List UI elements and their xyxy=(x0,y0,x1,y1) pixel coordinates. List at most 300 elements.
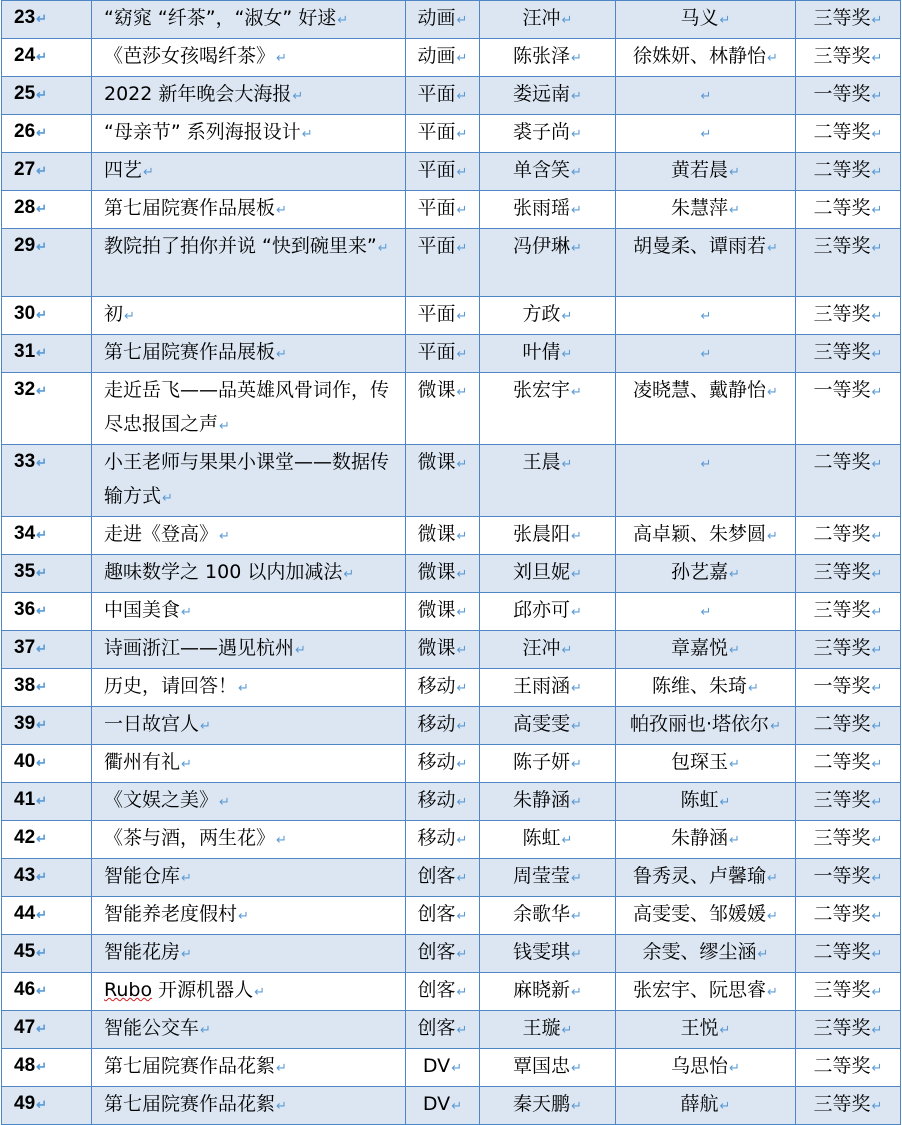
paragraph-mark-icon: ↵ xyxy=(571,203,582,218)
work-title xyxy=(92,1087,406,1125)
advisor-cell xyxy=(616,1087,796,1125)
row-number-text: 35 xyxy=(14,561,36,582)
award-cell-text: 三等奖 xyxy=(813,637,871,659)
work-title xyxy=(92,153,406,191)
paragraph-mark-icon: ↵ xyxy=(456,681,468,696)
advisor-cell-text: 高雯雯、邹媛媛 xyxy=(633,903,767,925)
category-cell-text: 平面 xyxy=(417,303,456,325)
work-title xyxy=(92,745,406,783)
award-cell xyxy=(796,1,901,39)
row-number xyxy=(2,39,92,77)
paragraph-mark-icon: ↵ xyxy=(36,455,48,470)
paragraph-mark-icon: ↵ xyxy=(561,13,573,28)
work-title xyxy=(92,297,406,335)
paragraph-mark-icon: ↵ xyxy=(719,1099,731,1114)
work-title-text: 智能公交车 xyxy=(104,1017,200,1039)
author-cell xyxy=(480,517,616,555)
work-title-text: 趣味数学之 100 以内加减法 xyxy=(104,561,343,583)
row-number xyxy=(2,373,92,445)
table-row xyxy=(2,669,901,707)
paragraph-mark-icon: ↵ xyxy=(36,345,48,360)
award-cell-text: 二等奖 xyxy=(813,197,871,219)
paragraph-mark-icon: ↵ xyxy=(571,165,582,180)
table-row xyxy=(2,517,901,555)
paragraph-mark-icon: ↵ xyxy=(456,165,468,180)
work-title-text: “母亲节” 系列海报设计 xyxy=(104,121,301,143)
paragraph-mark-icon: ↵ xyxy=(729,757,740,772)
advisor-cell-text: 王悦 xyxy=(680,1017,719,1039)
paragraph-mark-icon: ↵ xyxy=(456,757,468,772)
category-cell-text: 动画 xyxy=(417,7,456,29)
row-number-text: 49 xyxy=(14,1093,36,1114)
award-cell-text: 一等奖 xyxy=(813,83,871,105)
paragraph-mark-icon: ↵ xyxy=(456,719,468,734)
advisor-cell-text: 张宏宇、阮思睿 xyxy=(633,979,767,1001)
award-cell xyxy=(796,897,901,935)
advisor-cell xyxy=(616,1011,796,1049)
table-row xyxy=(2,859,901,897)
paragraph-mark-icon: ↵ xyxy=(871,165,883,180)
paragraph-mark-icon: ↵ xyxy=(871,757,883,772)
row-number xyxy=(2,821,92,859)
row-number xyxy=(2,297,92,335)
row-number-text: 48 xyxy=(14,1055,36,1076)
category-cell-text: 平面 xyxy=(417,197,456,219)
award-cell xyxy=(796,229,901,297)
row-number-text: 36 xyxy=(14,599,36,620)
paragraph-mark-icon: ↵ xyxy=(571,567,582,582)
paragraph-mark-icon: ↵ xyxy=(561,643,573,658)
paragraph-mark-icon: ↵ xyxy=(871,89,883,104)
category-cell xyxy=(406,555,480,593)
paragraph-mark-icon: ↵ xyxy=(767,529,778,544)
work-title xyxy=(92,1049,406,1087)
table-row xyxy=(2,153,901,191)
category-cell-text: 创客 xyxy=(417,941,456,963)
author-cell xyxy=(480,115,616,153)
work-title xyxy=(92,669,406,707)
row-number xyxy=(2,745,92,783)
paragraph-mark-icon: ↵ xyxy=(871,309,883,324)
paragraph-mark-icon: ↵ xyxy=(871,909,883,924)
advisor-cell-text: 徐姝妍、林静怡 xyxy=(633,45,767,67)
author-cell-text: 秦天鹏 xyxy=(513,1093,571,1115)
paragraph-mark-icon: ↵ xyxy=(36,983,48,998)
category-cell-text: 创客 xyxy=(417,979,456,1001)
author-cell-text: 方政 xyxy=(522,303,561,325)
author-cell xyxy=(480,593,616,631)
advisor-cell-text: 乌思怡 xyxy=(671,1055,729,1077)
award-cell xyxy=(796,555,901,593)
award-cell xyxy=(796,445,901,517)
advisor-cell xyxy=(616,1049,796,1087)
row-number-text: 29 xyxy=(14,235,36,256)
category-cell-text: DV xyxy=(422,1093,451,1115)
paragraph-mark-icon: ↵ xyxy=(343,567,355,582)
table-row xyxy=(2,297,901,335)
table-row xyxy=(2,783,901,821)
row-number-text: 23 xyxy=(14,7,36,28)
row-number xyxy=(2,669,92,707)
spellcheck-word: Rubo xyxy=(104,979,153,1001)
paragraph-mark-icon: ↵ xyxy=(295,643,306,658)
row-number xyxy=(2,1049,92,1087)
table-row xyxy=(2,897,901,935)
row-number-text: 42 xyxy=(14,827,36,848)
paragraph-mark-icon: ↵ xyxy=(456,795,468,810)
category-cell-text: 平面 xyxy=(417,121,456,143)
advisor-cell xyxy=(616,935,796,973)
table-row xyxy=(2,631,901,669)
award-cell-text: 三等奖 xyxy=(813,979,871,1001)
award-cell-text: 二等奖 xyxy=(813,121,871,143)
paragraph-mark-icon: ↵ xyxy=(36,1097,48,1112)
paragraph-mark-icon: ↵ xyxy=(219,795,230,810)
awards-table-body xyxy=(2,1,901,1125)
work-title-text: 诗画浙江——遇见杭州 xyxy=(104,637,295,659)
table-row xyxy=(2,191,901,229)
paragraph-mark-icon: ↵ xyxy=(767,241,778,256)
paragraph-mark-icon: ↵ xyxy=(456,909,468,924)
table-row xyxy=(2,935,901,973)
table-row xyxy=(2,555,901,593)
author-cell-text: 冯伊琳 xyxy=(513,235,571,257)
author-cell xyxy=(480,897,616,935)
row-number-text: 26 xyxy=(14,121,36,142)
paragraph-mark-icon: ↵ xyxy=(700,309,712,324)
paragraph-mark-icon: ↵ xyxy=(571,757,582,772)
row-number xyxy=(2,707,92,745)
category-cell-text: 移动 xyxy=(417,827,456,849)
paragraph-mark-icon: ↵ xyxy=(36,869,48,884)
category-cell-text: 移动 xyxy=(417,675,456,697)
paragraph-mark-icon: ↵ xyxy=(377,241,389,256)
award-cell-text: 二等奖 xyxy=(813,1055,871,1077)
author-cell xyxy=(480,335,616,373)
row-number-text: 38 xyxy=(14,675,36,696)
paragraph-mark-icon: ↵ xyxy=(36,527,48,542)
category-cell xyxy=(406,1049,480,1087)
paragraph-mark-icon: ↵ xyxy=(571,51,582,66)
award-cell-text: 三等奖 xyxy=(813,1093,871,1115)
award-cell-text: 三等奖 xyxy=(813,1017,871,1039)
paragraph-mark-icon: ↵ xyxy=(456,51,468,66)
award-cell xyxy=(796,1011,901,1049)
author-cell xyxy=(480,1,616,39)
author-cell xyxy=(480,669,616,707)
advisor-cell xyxy=(616,745,796,783)
row-number-text: 30 xyxy=(14,303,36,324)
author-cell xyxy=(480,191,616,229)
awards-table xyxy=(1,0,901,1125)
paragraph-mark-icon: ↵ xyxy=(36,793,48,808)
paragraph-mark-icon: ↵ xyxy=(456,567,468,582)
award-cell-text: 三等奖 xyxy=(813,789,871,811)
award-cell-text: 三等奖 xyxy=(813,7,871,29)
paragraph-mark-icon: ↵ xyxy=(871,347,883,362)
award-cell xyxy=(796,593,901,631)
category-cell xyxy=(406,191,480,229)
paragraph-mark-icon: ↵ xyxy=(456,643,468,658)
paragraph-mark-icon: ↵ xyxy=(871,127,883,142)
paragraph-mark-icon: ↵ xyxy=(871,947,883,962)
work-title-text: 第七届院赛作品展板 xyxy=(104,197,276,219)
row-number xyxy=(2,555,92,593)
author-cell-text: 周莹莹 xyxy=(513,865,571,887)
work-title-text: 智能花房 xyxy=(104,941,181,963)
award-cell xyxy=(796,335,901,373)
award-cell xyxy=(796,153,901,191)
paragraph-mark-icon: ↵ xyxy=(36,201,48,216)
row-number-text: 31 xyxy=(14,341,36,362)
award-cell-text: 二等奖 xyxy=(813,941,871,963)
row-number-text: 46 xyxy=(14,979,36,1000)
category-cell xyxy=(406,1011,480,1049)
category-cell-text: 创客 xyxy=(417,865,456,887)
row-number xyxy=(2,859,92,897)
paragraph-mark-icon: ↵ xyxy=(700,127,712,142)
work-title-text: 《文娱之美》 xyxy=(104,789,219,811)
row-number xyxy=(2,1,92,39)
award-cell-text: 一等奖 xyxy=(813,675,871,697)
paragraph-mark-icon: ↵ xyxy=(871,241,883,256)
advisor-cell xyxy=(616,517,796,555)
paragraph-mark-icon: ↵ xyxy=(238,681,249,696)
category-cell xyxy=(406,77,480,115)
paragraph-mark-icon: ↵ xyxy=(767,909,778,924)
advisor-cell-text: 凌晓慧、戴静怡 xyxy=(633,379,767,401)
paragraph-mark-icon: ↵ xyxy=(36,239,48,254)
row-number xyxy=(2,631,92,669)
paragraph-mark-icon: ↵ xyxy=(871,457,883,472)
paragraph-mark-icon: ↵ xyxy=(729,165,740,180)
paragraph-mark-icon: ↵ xyxy=(871,681,883,696)
paragraph-mark-icon: ↵ xyxy=(36,641,48,656)
paragraph-mark-icon: ↵ xyxy=(181,947,192,962)
paragraph-mark-icon: ↵ xyxy=(571,681,582,696)
work-title xyxy=(92,593,406,631)
advisor-cell xyxy=(616,335,796,373)
advisor-cell xyxy=(616,973,796,1011)
advisor-cell xyxy=(616,707,796,745)
work-title xyxy=(92,821,406,859)
row-number-text: 25 xyxy=(14,83,36,104)
paragraph-mark-icon: ↵ xyxy=(571,719,582,734)
work-title-text: 开源机器人 xyxy=(158,979,254,1001)
row-number xyxy=(2,897,92,935)
category-cell-text: 动画 xyxy=(417,45,456,67)
advisor-cell xyxy=(616,229,796,297)
award-cell xyxy=(796,935,901,973)
award-cell-text: 三等奖 xyxy=(813,599,871,621)
paragraph-mark-icon: ↵ xyxy=(276,833,287,848)
advisor-cell-text: 胡曼柔、谭雨若 xyxy=(633,235,767,257)
work-title xyxy=(92,77,406,115)
work-title-text: 衢州有礼 xyxy=(104,751,181,773)
category-cell xyxy=(406,153,480,191)
paragraph-mark-icon: ↵ xyxy=(561,457,573,472)
advisor-cell xyxy=(616,153,796,191)
author-cell xyxy=(480,1087,616,1125)
work-title xyxy=(92,783,406,821)
work-title-text: 智能养老度假村 xyxy=(104,903,238,925)
category-cell xyxy=(406,783,480,821)
paragraph-mark-icon: ↵ xyxy=(36,1059,48,1074)
category-cell-text: 移动 xyxy=(417,751,456,773)
paragraph-mark-icon: ↵ xyxy=(871,567,883,582)
paragraph-mark-icon: ↵ xyxy=(276,203,287,218)
paragraph-mark-icon: ↵ xyxy=(36,679,48,694)
advisor-cell-text: 朱慧萍 xyxy=(671,197,729,219)
award-cell-text: 二等奖 xyxy=(813,713,871,735)
award-cell xyxy=(796,745,901,783)
work-title xyxy=(92,631,406,669)
award-cell-text: 二等奖 xyxy=(813,903,871,925)
paragraph-mark-icon: ↵ xyxy=(456,605,468,620)
paragraph-mark-icon: ↵ xyxy=(456,13,468,28)
award-cell xyxy=(796,631,901,669)
author-cell-text: 娄远南 xyxy=(513,83,571,105)
category-cell-text: 平面 xyxy=(417,83,456,105)
paragraph-mark-icon: ↵ xyxy=(200,1023,211,1038)
author-cell xyxy=(480,783,616,821)
category-cell xyxy=(406,821,480,859)
advisor-cell-text: 孙艺嘉 xyxy=(671,561,729,583)
author-cell-text: 张雨瑶 xyxy=(513,197,571,219)
category-cell xyxy=(406,373,480,445)
paragraph-mark-icon: ↵ xyxy=(219,529,230,544)
paragraph-mark-icon: ↵ xyxy=(729,643,740,658)
paragraph-mark-icon: ↵ xyxy=(757,947,769,962)
row-number-text: 41 xyxy=(14,789,36,810)
table-row xyxy=(2,707,901,745)
row-number-text: 28 xyxy=(14,197,36,218)
table-row xyxy=(2,1011,901,1049)
paragraph-mark-icon: ↵ xyxy=(276,1099,287,1114)
work-title-text: 走进《登高》 xyxy=(104,523,219,545)
row-number xyxy=(2,517,92,555)
author-cell-text: 汪冲 xyxy=(522,637,561,659)
author-cell xyxy=(480,745,616,783)
work-title xyxy=(92,517,406,555)
paragraph-mark-icon: ↵ xyxy=(700,457,712,472)
author-cell-text: 叶倩 xyxy=(522,341,561,363)
advisor-cell xyxy=(616,445,796,517)
paragraph-mark-icon: ↵ xyxy=(162,491,173,506)
advisor-cell xyxy=(616,859,796,897)
award-cell xyxy=(796,191,901,229)
author-cell xyxy=(480,1049,616,1087)
work-title xyxy=(92,897,406,935)
paragraph-mark-icon: ↵ xyxy=(36,831,48,846)
paragraph-mark-icon: ↵ xyxy=(571,871,582,886)
paragraph-mark-icon: ↵ xyxy=(871,985,883,1000)
award-cell-text: 一等奖 xyxy=(813,865,871,887)
author-cell-text: 张晨阳 xyxy=(513,523,571,545)
table-row xyxy=(2,1049,901,1087)
award-cell xyxy=(796,1049,901,1087)
work-title xyxy=(92,707,406,745)
award-cell xyxy=(796,39,901,77)
category-cell xyxy=(406,669,480,707)
paragraph-mark-icon: ↵ xyxy=(729,833,740,848)
author-cell-text: 高雯雯 xyxy=(513,713,571,735)
category-cell-text: 微课 xyxy=(417,379,456,401)
paragraph-mark-icon: ↵ xyxy=(561,309,573,324)
category-cell-text: 创客 xyxy=(417,903,456,925)
paragraph-mark-icon: ↵ xyxy=(276,1061,287,1076)
paragraph-mark-icon: ↵ xyxy=(871,13,883,28)
row-number xyxy=(2,1087,92,1125)
advisor-cell-text: 高卓颖、朱梦圆 xyxy=(633,523,767,545)
row-number-text: 47 xyxy=(14,1017,36,1038)
author-cell-text: 陈子妍 xyxy=(513,751,571,773)
table-row xyxy=(2,1087,901,1125)
advisor-cell-text: 鲁秀灵、卢馨瑜 xyxy=(633,865,767,887)
advisor-cell xyxy=(616,1,796,39)
author-cell xyxy=(480,1011,616,1049)
row-number-text: 33 xyxy=(14,451,36,472)
paragraph-mark-icon: ↵ xyxy=(36,1021,48,1036)
advisor-cell-text: 薛航 xyxy=(680,1093,719,1115)
award-cell-text: 三等奖 xyxy=(813,561,871,583)
category-cell xyxy=(406,973,480,1011)
paragraph-mark-icon: ↵ xyxy=(729,567,740,582)
advisor-cell xyxy=(616,39,796,77)
row-number-text: 40 xyxy=(14,751,36,772)
paragraph-mark-icon: ↵ xyxy=(456,457,468,472)
paragraph-mark-icon: ↵ xyxy=(571,795,582,810)
paragraph-mark-icon: ↵ xyxy=(871,203,883,218)
category-cell xyxy=(406,517,480,555)
work-title xyxy=(92,555,406,593)
paragraph-mark-icon: ↵ xyxy=(337,13,349,28)
row-number xyxy=(2,593,92,631)
author-cell-text: 余歌华 xyxy=(513,903,571,925)
work-title xyxy=(92,229,406,297)
work-title-text: 历史，请回答！ xyxy=(104,675,238,697)
table-row xyxy=(2,821,901,859)
work-title-text: 一日故宫人 xyxy=(104,713,200,735)
author-cell xyxy=(480,707,616,745)
work-title xyxy=(92,445,406,517)
paragraph-mark-icon: ↵ xyxy=(571,1061,582,1076)
paragraph-mark-icon: ↵ xyxy=(770,719,781,734)
paragraph-mark-icon: ↵ xyxy=(767,51,778,66)
paragraph-mark-icon: ↵ xyxy=(767,385,778,400)
work-title xyxy=(92,935,406,973)
row-number xyxy=(2,1011,92,1049)
paragraph-mark-icon: ↵ xyxy=(124,309,135,324)
category-cell xyxy=(406,745,480,783)
paragraph-mark-icon: ↵ xyxy=(238,909,249,924)
work-title-text: 小王老师与果果小课堂——数据传输方式 xyxy=(104,451,390,507)
row-number-text: 37 xyxy=(14,637,36,658)
author-cell xyxy=(480,631,616,669)
author-cell xyxy=(480,935,616,973)
category-cell-text: 微课 xyxy=(417,561,456,583)
advisor-cell xyxy=(616,897,796,935)
table-row xyxy=(2,39,901,77)
row-number xyxy=(2,153,92,191)
author-cell-text: 汪冲 xyxy=(522,7,561,29)
row-number xyxy=(2,229,92,297)
author-cell xyxy=(480,297,616,335)
category-cell xyxy=(406,707,480,745)
paragraph-mark-icon: ↵ xyxy=(871,51,883,66)
paragraph-mark-icon: ↵ xyxy=(36,717,48,732)
work-title-text: 第七届院赛作品花絮 xyxy=(104,1055,276,1077)
